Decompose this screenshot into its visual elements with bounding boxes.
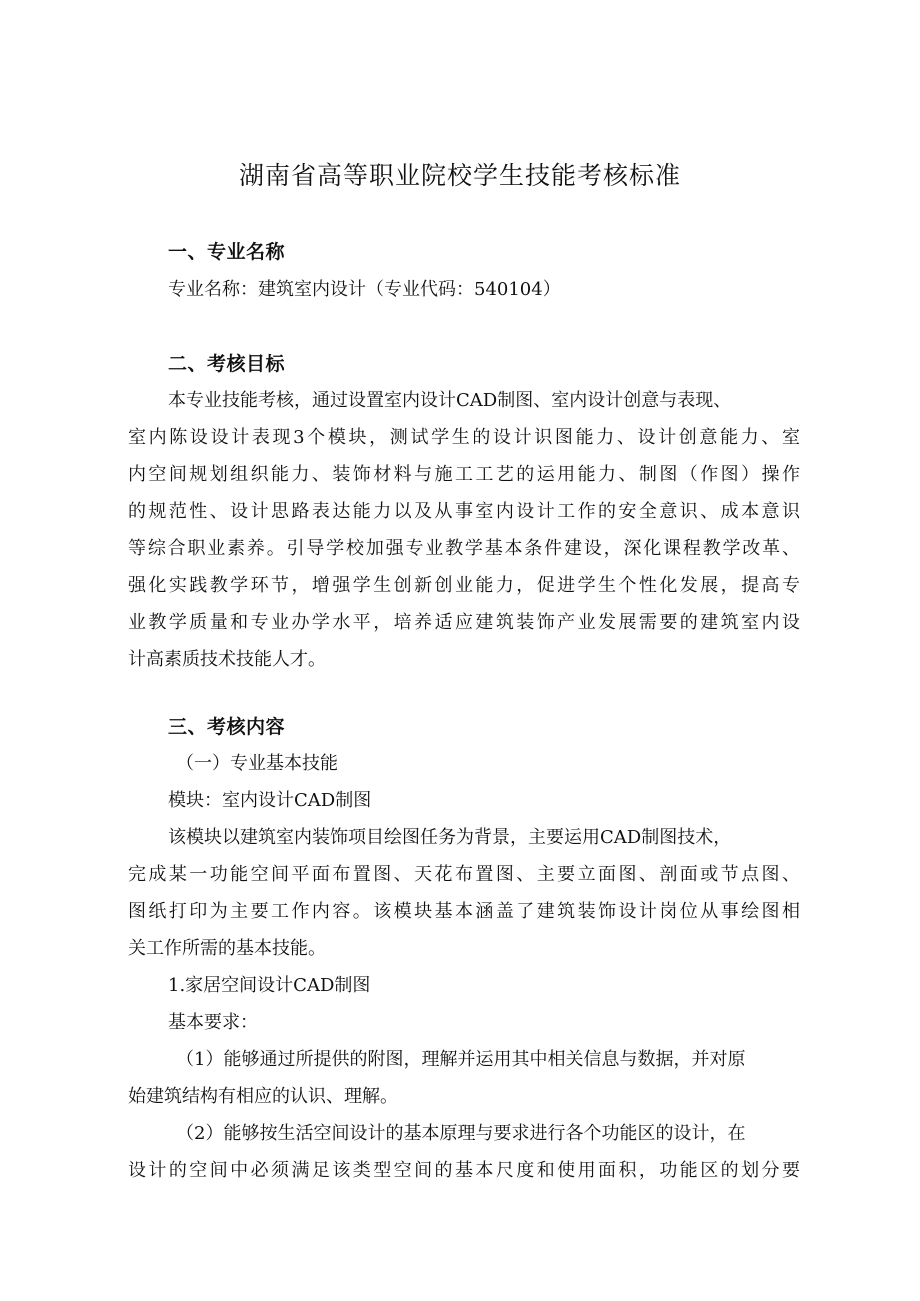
major-name-line: 专业名称：建筑室内设计（专业代码：540104） xyxy=(168,279,561,300)
paragraph-line: 强化实践教学环节，增强学生创新创业能力，促进学生个性化发展，提高专 xyxy=(128,575,800,596)
section-heading-goals: 二、考核目标 xyxy=(168,353,286,375)
paragraph-line: 始建筑结构有相应的认识、理解。 xyxy=(128,1086,398,1107)
paragraph-line: 的规范性、设计思路表达能力以及从事室内设计工作的安全意识、成本意识 xyxy=(128,501,800,522)
item-title: 1.家居空间设计CAD制图 xyxy=(168,975,371,996)
section-heading-content: 三、考核内容 xyxy=(168,716,286,738)
basic-requirements-label: 基本要求： xyxy=(168,1012,258,1033)
paragraph-line: （2）能够按生活空间设计的基本原理与要求进行各个功能区的设计，在 xyxy=(176,1123,746,1144)
paragraph-line: （1）能够通过所提供的附图，理解并运用其中相关信息与数据，并对原 xyxy=(176,1049,746,1070)
paragraph-line: 等综合职业素养。引导学校加强专业教学基本条件建设，深化课程教学改革、 xyxy=(128,538,800,559)
page-title: 湖南省高等职业院校学生技能考核标准 xyxy=(238,161,681,190)
paragraph-line: 内空间规划组织能力、装饰材料与施工工艺的运用能力、制图（作图）操作 xyxy=(128,464,800,485)
paragraph-line: 业教学质量和专业办学水平，培养适应建筑装饰产业发展需要的建筑室内设 xyxy=(128,612,800,633)
paragraph-line: 该模块以建筑室内装饰项目绘图任务为背景，主要运用CAD制图技术， xyxy=(168,827,732,848)
paragraph-line: 室内陈设设计表现3个模块，测试学生的设计识图能力、设计创意能力、室 xyxy=(128,427,800,448)
paragraph-line: 图纸打印为主要工作内容。该模块基本涵盖了建筑装饰设计岗位从事绘图相 xyxy=(128,901,800,922)
subsection-heading: （一）专业基本技能 xyxy=(176,753,338,774)
paragraph-line: 关工作所需的基本技能。 xyxy=(128,938,326,959)
paragraph-line: 计高素质技术技能人才。 xyxy=(128,649,326,670)
paragraph-line: 设计的空间中必须满足该类型空间的基本尺度和使用面积，功能区的划分要 xyxy=(128,1160,800,1181)
section-heading-major: 一、专业名称 xyxy=(168,241,286,263)
paragraph-line: 本专业技能考核，通过设置室内设计CAD制图、室内设计创意与表现、 xyxy=(168,390,732,411)
paragraph-line: 完成某一功能空间平面布置图、天花布置图、主要立面图、剖面或节点图、 xyxy=(128,864,800,885)
module-title: 模块：室内设计CAD制图 xyxy=(168,790,372,811)
